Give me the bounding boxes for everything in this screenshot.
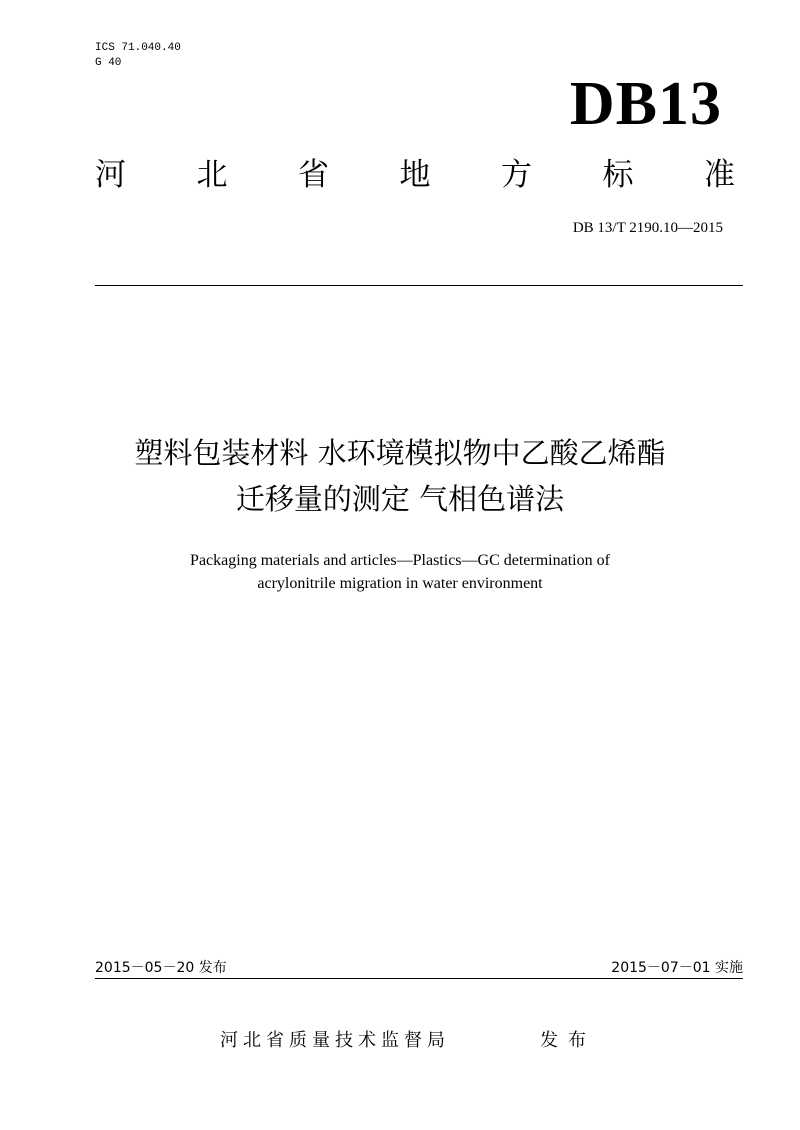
ccs-code: G 40: [95, 57, 122, 69]
header-divider: [95, 285, 743, 286]
standard-type-char: 方: [501, 157, 532, 193]
implement-date: 2015－07－01 实施: [611, 960, 743, 976]
standard-type-char: 标: [602, 157, 634, 193]
chinese-title-line: 塑料包装材料 水环境模拟物中乙酸乙烯酯: [134, 436, 666, 470]
english-title-line: acrylonitrile migration in water environment: [257, 575, 543, 592]
publish-date: 2015－05－20 发布: [95, 960, 227, 976]
footer-divider: [95, 978, 743, 979]
standard-type-char: 地: [399, 157, 431, 193]
standard-number: DB 13/T 2190.10—2015: [572, 220, 723, 236]
standard-type-char: 河: [95, 157, 126, 193]
issuer-action: 发布: [540, 1030, 596, 1051]
ics-code: ICS 71.040.40: [95, 42, 181, 54]
standard-type-char: 准: [704, 157, 735, 193]
classification-codes: [95, 41, 181, 71]
chinese-title: [40, 430, 760, 522]
english-title: [40, 549, 760, 595]
standard-type: [95, 155, 735, 195]
standard-type-char: 北: [196, 157, 228, 193]
chinese-title-line: 迁移量的测定 气相色谱法: [235, 482, 565, 516]
standard-type-char: 省: [298, 157, 329, 193]
issuing-authority: 河北省质量技术监督局: [220, 1030, 450, 1051]
db-logo: DB13: [569, 70, 722, 138]
english-title-line: Packaging materials and articles—Plastics—GC determination of: [190, 552, 610, 569]
